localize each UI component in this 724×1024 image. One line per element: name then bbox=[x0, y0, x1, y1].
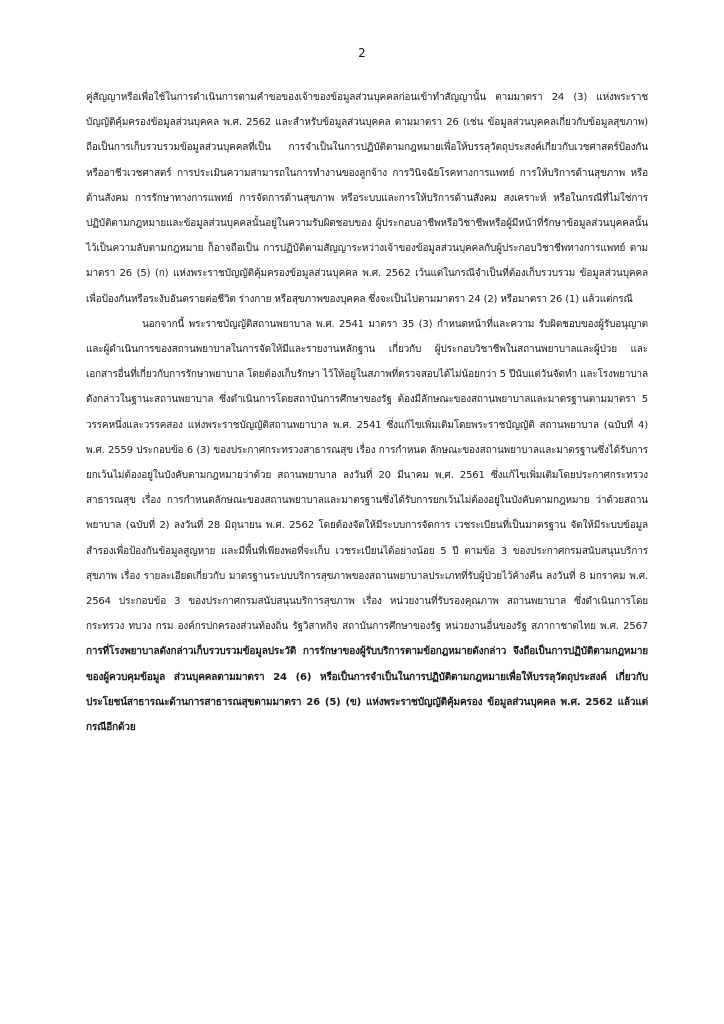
paragraph-regular-text: นอกจากนี้ พระราชบัญญัติสถานพยาบาล พ.ศ. 2541 มาตรา 35 (3) กำหนดหน้าที่และความ รับผิดชอบของผู้รับอนุญาตและผู้ดำเนินการของสถานพยาบาลในการจัดให้มีและรายงานหลักฐาน เกี่ยวกับ ผู้ประกอบวิชาชีพในสถานพยาบาลและผู้ป่วย และเอกสารอื่นที่เกี่ยวกับการรักษาพยาบาล โดยต้องเก็บรักษา ไว้ให้อยู่ในสภาพที่ตรวจสอบได้ไม่น้อยกว่า 5 ปีนับแต่วันจัดทำ และโรงพยาบาลดังกล่าวในฐานะสถานพยาบาล ซึ่งดำเนินการโดยสถาบันการศึกษาของรัฐ ต้องมีลักษณะของสถานพยาบาลและมาตรฐานตามมาตรา 5 วรรคหนึ่งและวรรคสอง แห่งพระราชบัญญัติสถานพยาบาล พ.ศ. 2541 ซึ่งแก้ไขเพิ่มเติมโดยพระราชบัญญัติ สถานพยาบาล (ฉบับที่ 4) พ.ศ. 2559 ประกอบข้อ 6 (3) ของประกาศกระทรวงสาธารณสุข เรื่อง การกำหนด ลักษณะของสถานพยาบาลและมาตรฐานซึ่งได้รับการยกเว้นไม่ต้องอยู่ในบังคับตามกฎหมายว่าด้วย สถานพยาบาล ลงวันที่ 20 มีนาคม พ.ศ. 2561 ซึ่งแก้ไขเพิ่มเติมโดยประกาศกระทรวงสาธารณสุข เรื่อง การกำหนดลักษณะของสถานพยาบาลและมาตรฐานซึ่งได้รับการยกเว้นไม่ต้องอยู่ในบังคับตามกฎหมาย ว่าด้วยสถานพยาบาล (ฉบับที่ 2) ลงวันที่ 28 มิถุนายน พ.ศ. 2562 โดยต้องจัดให้มีระบบการจัดการ เวชระเบียนที่เป็นมาตรฐาน จัดให้มีระบบข้อมูลสำรองเพื่อป้องกันข้อมูลสูญหาย และมีพื้นที่เพียงพอที่จะเก็บ เวชระเบียนได้อย่างน้อย 5 ปี ตามข้อ 3 ของประกาศกรมสนับสนุนบริการสุขภาพ เรื่อง รายละเอียดเกี่ยวกับ มาตรฐานระบบบริการสุขภาพของสถานพยาบาลประเภทที่รับผู้ป่วยไว้ค้างคืน ลงวันที่ 8 มกราคม พ.ศ. 2564 ประกอบข้อ 3 ของประกาศกรมสนับสนุนบริการสุขภาพ เรื่อง หน่วยงานที่รับรองคุณภาพ สถานพยาบาล ซึ่งดำเนินการโดยกระทรวง ทบวง กรม องค์กรปกครองส่วนท้องถิ่น รัฐวิสาหกิจ สถาบันการศึกษาของรัฐ หน่วยงานอื่นของรัฐ สภากาชาดไทย พ.ศ. 2567 bbox=[86, 318, 648, 633]
page-number: 2 bbox=[358, 46, 366, 60]
document-body bbox=[86, 85, 648, 740]
paragraph-bold-conclusion: การที่โรงพยาบาลดังกล่าวเก็บรวบรวมข้อมูลประวัติ การรักษาของผู้รับบริการตามข้อกฎหมายดังกล่าว จึงถือเป็นการปฏิบัติตามกฎหมายของผู้ควบคุมข้อมูล ส่วนบุคคลตามมาตรา 24 (6) หรือเป็นการจำเป็นในการปฏิบัติตามกฎหมายเพื่อให้บรรลุวัตถุประสงค์ เกี่ยวกับประโยชน์สาธารณะด้านการสาธารณสุขตามมาตรา 26 (5) (ข) แห่งพระราชบัญญัติคุ้มครอง ข้อมูลส่วนบุคคล พ.ศ. 2562 แล้วแต่กรณีอีกด้วย bbox=[86, 646, 648, 734]
paragraph-continuation: คู่สัญญาหรือเพื่อใช้ในการดำเนินการตามคำขอของเจ้าของข้อมูลส่วนบุคคลก่อนเข้าทำสัญญานั้น ตามมาตรา 24 (3) แห่งพระราชบัญญัติคุ้มครองข้อมูลส่วนบุคคล พ.ศ. 2562 และสำหรับข้อมูลส่วนบุคคล ตามมาตรา 26 (เช่น ข้อมูลส่วนบุคคลเกี่ยวกับข้อมูลสุขภาพ) ถือเป็นการเก็บรวบรวมข้อมูลส่วนบุคคลที่เป็น การจำเป็นในการปฏิบัติตามกฎหมายเพื่อให้บรรลุวัตถุประสงค์เกี่ยวกับเวชศาสตร์ป้องกันหรืออาชีวเวชศาสตร์ การประเมินความสามารถในการทำงานของลูกจ้าง การวินิจฉัยโรคทางการแพทย์ การให้บริการด้านสุขภาพ หรือด้านสังคม การรักษาทางการแพทย์ การจัดการด้านสุขภาพ หรือระบบและการให้บริการด้านสังคม สงเคราะห์ หรือในกรณีที่ไม่ใช่การปฏิบัติตามกฎหมายและข้อมูลส่วนบุคคลนั้นอยู่ในความรับผิดชอบของ ผู้ประกอบอาชีพหรือวิชาชีพหรือผู้มีหน้าที่รักษาข้อมูลส่วนบุคคลนั้นไว้เป็นความลับตามกฎหมาย ก็อาจถือเป็น การปฏิบัติตามสัญญาระหว่างเจ้าของข้อมูลส่วนบุคคลกับผู้ประกอบวิชาชีพทางการแพทย์ ตามมาตรา 26 (5) (ก) แห่งพระราชบัญญัติคุ้มครองข้อมูลส่วนบุคคล พ.ศ. 2562 เว้นแต่ในกรณีจำเป็นที่ต้องเก็บรวบรวม ข้อมูลส่วนบุคคลเพื่อป้องกันหรือระงับอันตรายต่อชีวิต ร่างกาย หรือสุขภาพของบุคคล ซึ่งจะเป็นไปตามมาตรา 24 (2) หรือมาตรา 26 (1) แล้วแต่กรณี bbox=[86, 92, 648, 305]
paragraph-hospital-act bbox=[86, 312, 648, 740]
